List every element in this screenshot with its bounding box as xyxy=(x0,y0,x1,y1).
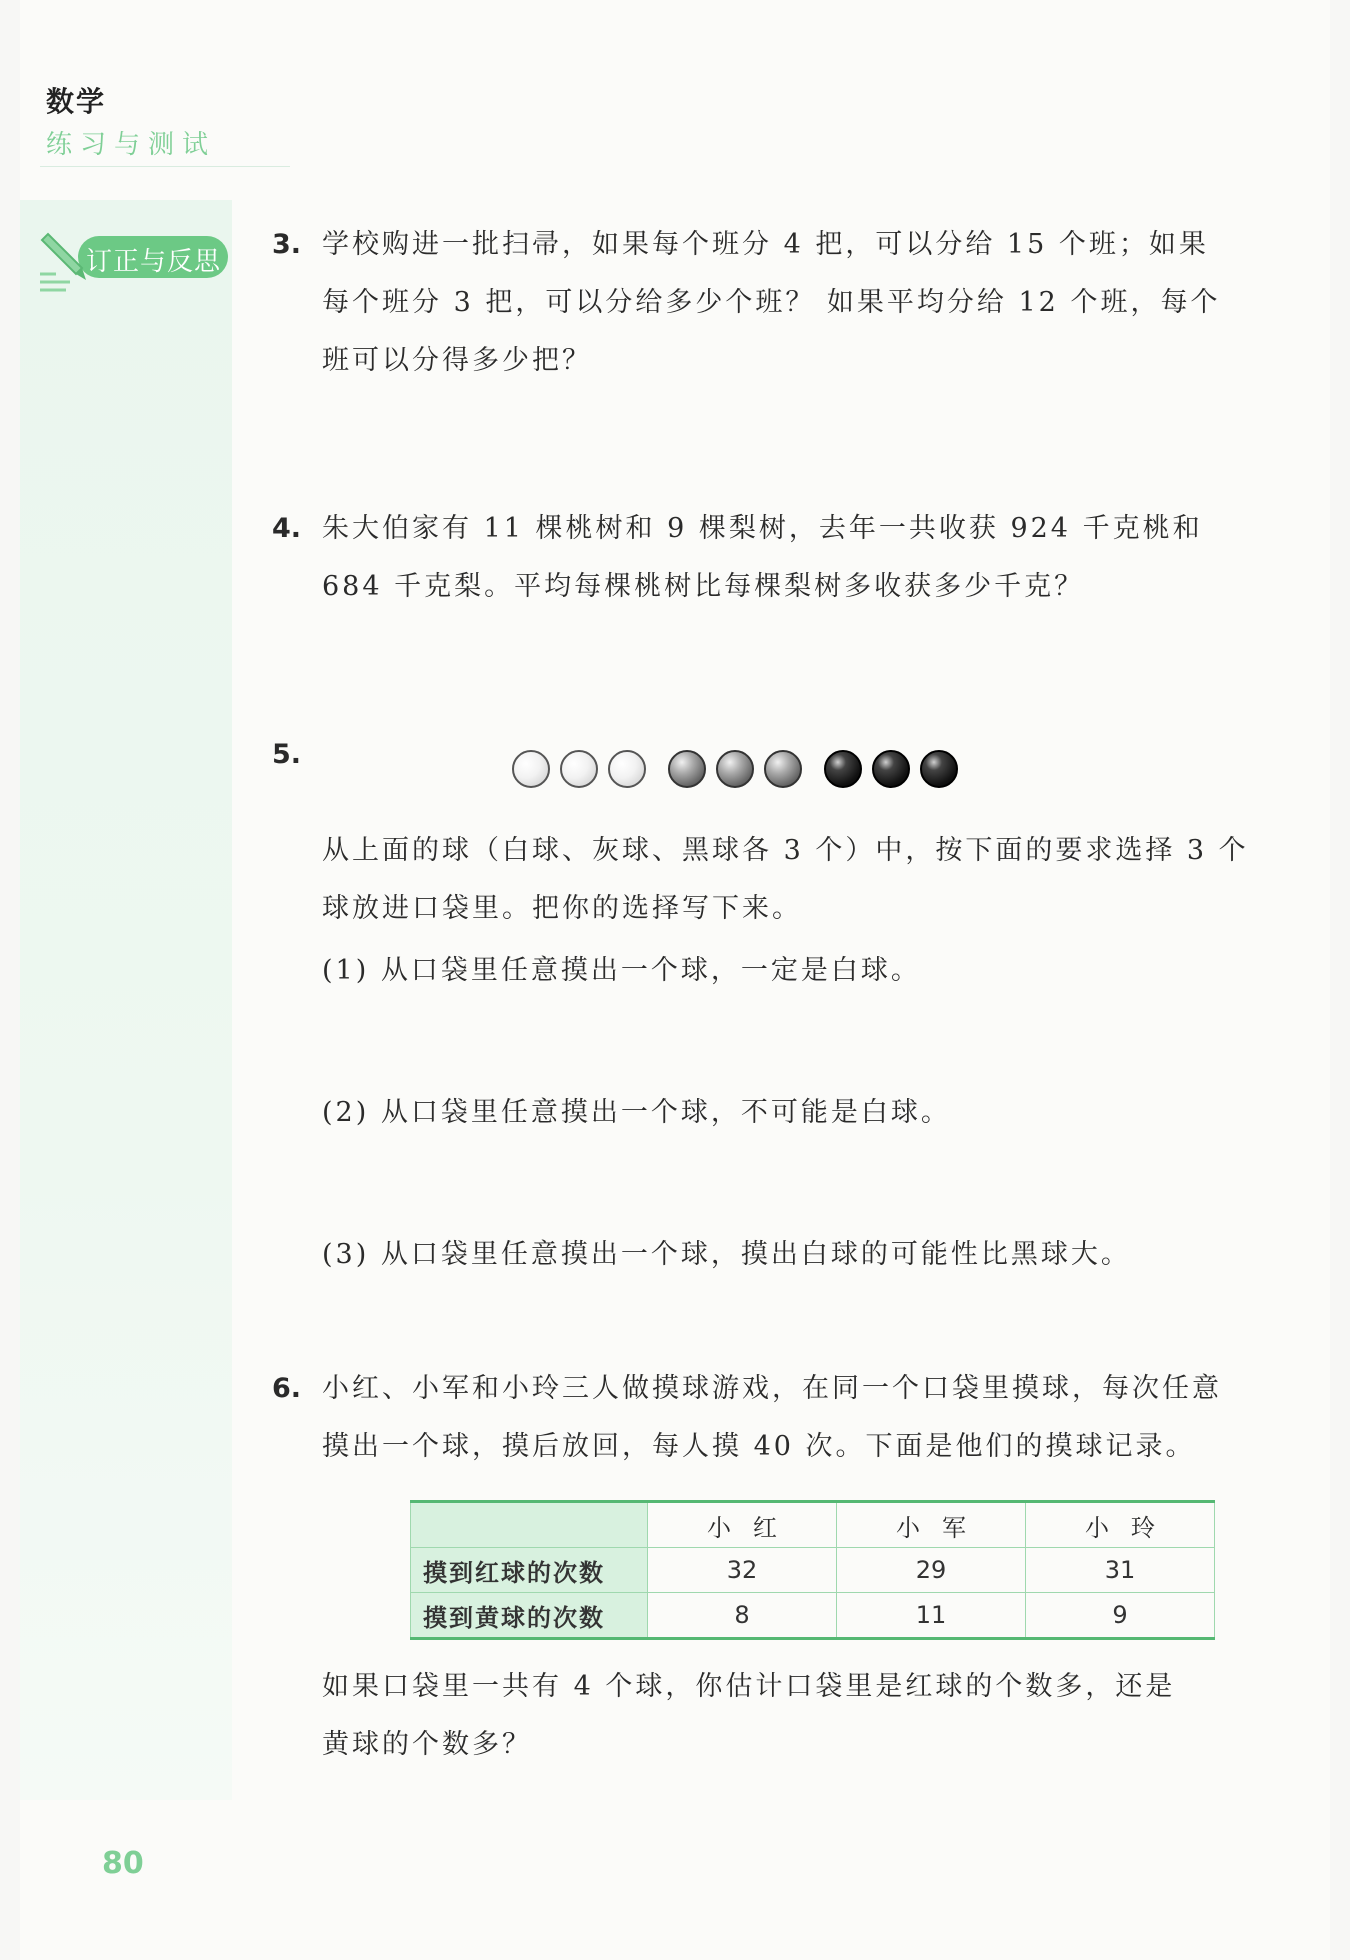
question-4 xyxy=(272,500,1232,616)
correction-badge xyxy=(36,232,232,298)
table-cell: 8 xyxy=(648,1593,837,1639)
question-line: 黄球的个数多？ xyxy=(322,1729,532,1760)
ball-record-table xyxy=(410,1500,1215,1640)
column-header: 小军 xyxy=(837,1502,1026,1548)
black-ball xyxy=(824,750,862,788)
white-ball xyxy=(608,750,646,788)
question-5-text xyxy=(272,822,1249,938)
question-body xyxy=(322,1360,1232,1476)
table-header-row xyxy=(411,1502,1215,1548)
question-number: 5. xyxy=(272,739,302,770)
table-cell: 9 xyxy=(1026,1593,1215,1639)
question-number: 4. xyxy=(272,513,302,544)
part-2: (2) 从口袋里任意摸出一个球，不可能是白球。 xyxy=(322,1097,951,1128)
question-line: 班可以分得多少把？ xyxy=(322,345,592,376)
white-ball xyxy=(512,750,550,788)
black-ball xyxy=(920,750,958,788)
question-line: 684 千克梨。平均每棵桃树比每棵梨树多收获多少千克？ xyxy=(322,571,1085,602)
black-ball xyxy=(872,750,910,788)
question-line: 从上面的球（白球、灰球、黑球各 3 个）中，按下面的要求选择 3 个 xyxy=(322,835,1249,866)
question-body xyxy=(322,500,1232,616)
question-line: 朱大伯家有 11 棵桃树和 9 棵梨树，去年一共收获 924 千克桃和 xyxy=(322,513,1203,544)
question-number: 3. xyxy=(272,229,302,260)
question-body xyxy=(322,822,1249,938)
ball-set xyxy=(512,750,992,794)
question-line: 如果口袋里一共有 4 个球，你估计口袋里是红球的个数多，还是 xyxy=(322,1671,1176,1702)
column-header: 小红 xyxy=(648,1502,837,1548)
part-1: (1) 从口袋里任意摸出一个球，一定是白球。 xyxy=(322,955,921,986)
column-header: 小玲 xyxy=(1026,1502,1215,1548)
question-line: 学校购进一批扫帚，如果每个班分 4 把，可以分给 15 个班；如果 xyxy=(322,229,1209,260)
row-header: 摸到黄球的次数 xyxy=(411,1593,648,1639)
subject-title: 数学 xyxy=(46,85,107,118)
badge-label: 订正与反思 xyxy=(86,247,222,277)
row-header: 摸到红球的次数 xyxy=(411,1548,648,1593)
question-6-followup xyxy=(272,1658,1232,1774)
header-divider xyxy=(40,166,290,167)
table-cell: 29 xyxy=(837,1548,1026,1593)
question-line: 球放进口袋里。把你的选择写下来。 xyxy=(322,893,802,924)
table-cell: 11 xyxy=(837,1593,1026,1639)
gray-ball xyxy=(764,750,802,788)
question-line: 每个班分 3 把，可以分给多少个班？ 如果平均分给 12 个班，每个 xyxy=(322,287,1221,318)
table-cell: 32 xyxy=(648,1548,837,1593)
white-ball xyxy=(560,750,598,788)
page-number: 80 xyxy=(102,1846,144,1881)
part-3: (3) 从口袋里任意摸出一个球，摸出白球的可能性比黑球大。 xyxy=(322,1239,1131,1270)
table-row xyxy=(411,1548,1215,1593)
table-row xyxy=(411,1593,1215,1639)
question-6 xyxy=(272,1360,1232,1476)
correction-sidebar xyxy=(20,200,232,1800)
gray-ball xyxy=(716,750,754,788)
question-line: 小红、小军和小玲三人做摸球游戏，在同一个口袋里摸球，每次任意 xyxy=(322,1373,1222,1404)
gray-ball xyxy=(668,750,706,788)
question-number: 6. xyxy=(272,1373,302,1404)
series-title: 练习与测试 xyxy=(46,130,217,160)
question-body xyxy=(322,1658,1232,1774)
question-line: 摸出一个球，摸后放回，每人摸 40 次。下面是他们的摸球记录。 xyxy=(322,1431,1196,1462)
table-cell: 31 xyxy=(1026,1548,1215,1593)
table-corner xyxy=(411,1502,648,1548)
question-body xyxy=(322,216,1232,390)
question-3 xyxy=(272,216,1232,390)
